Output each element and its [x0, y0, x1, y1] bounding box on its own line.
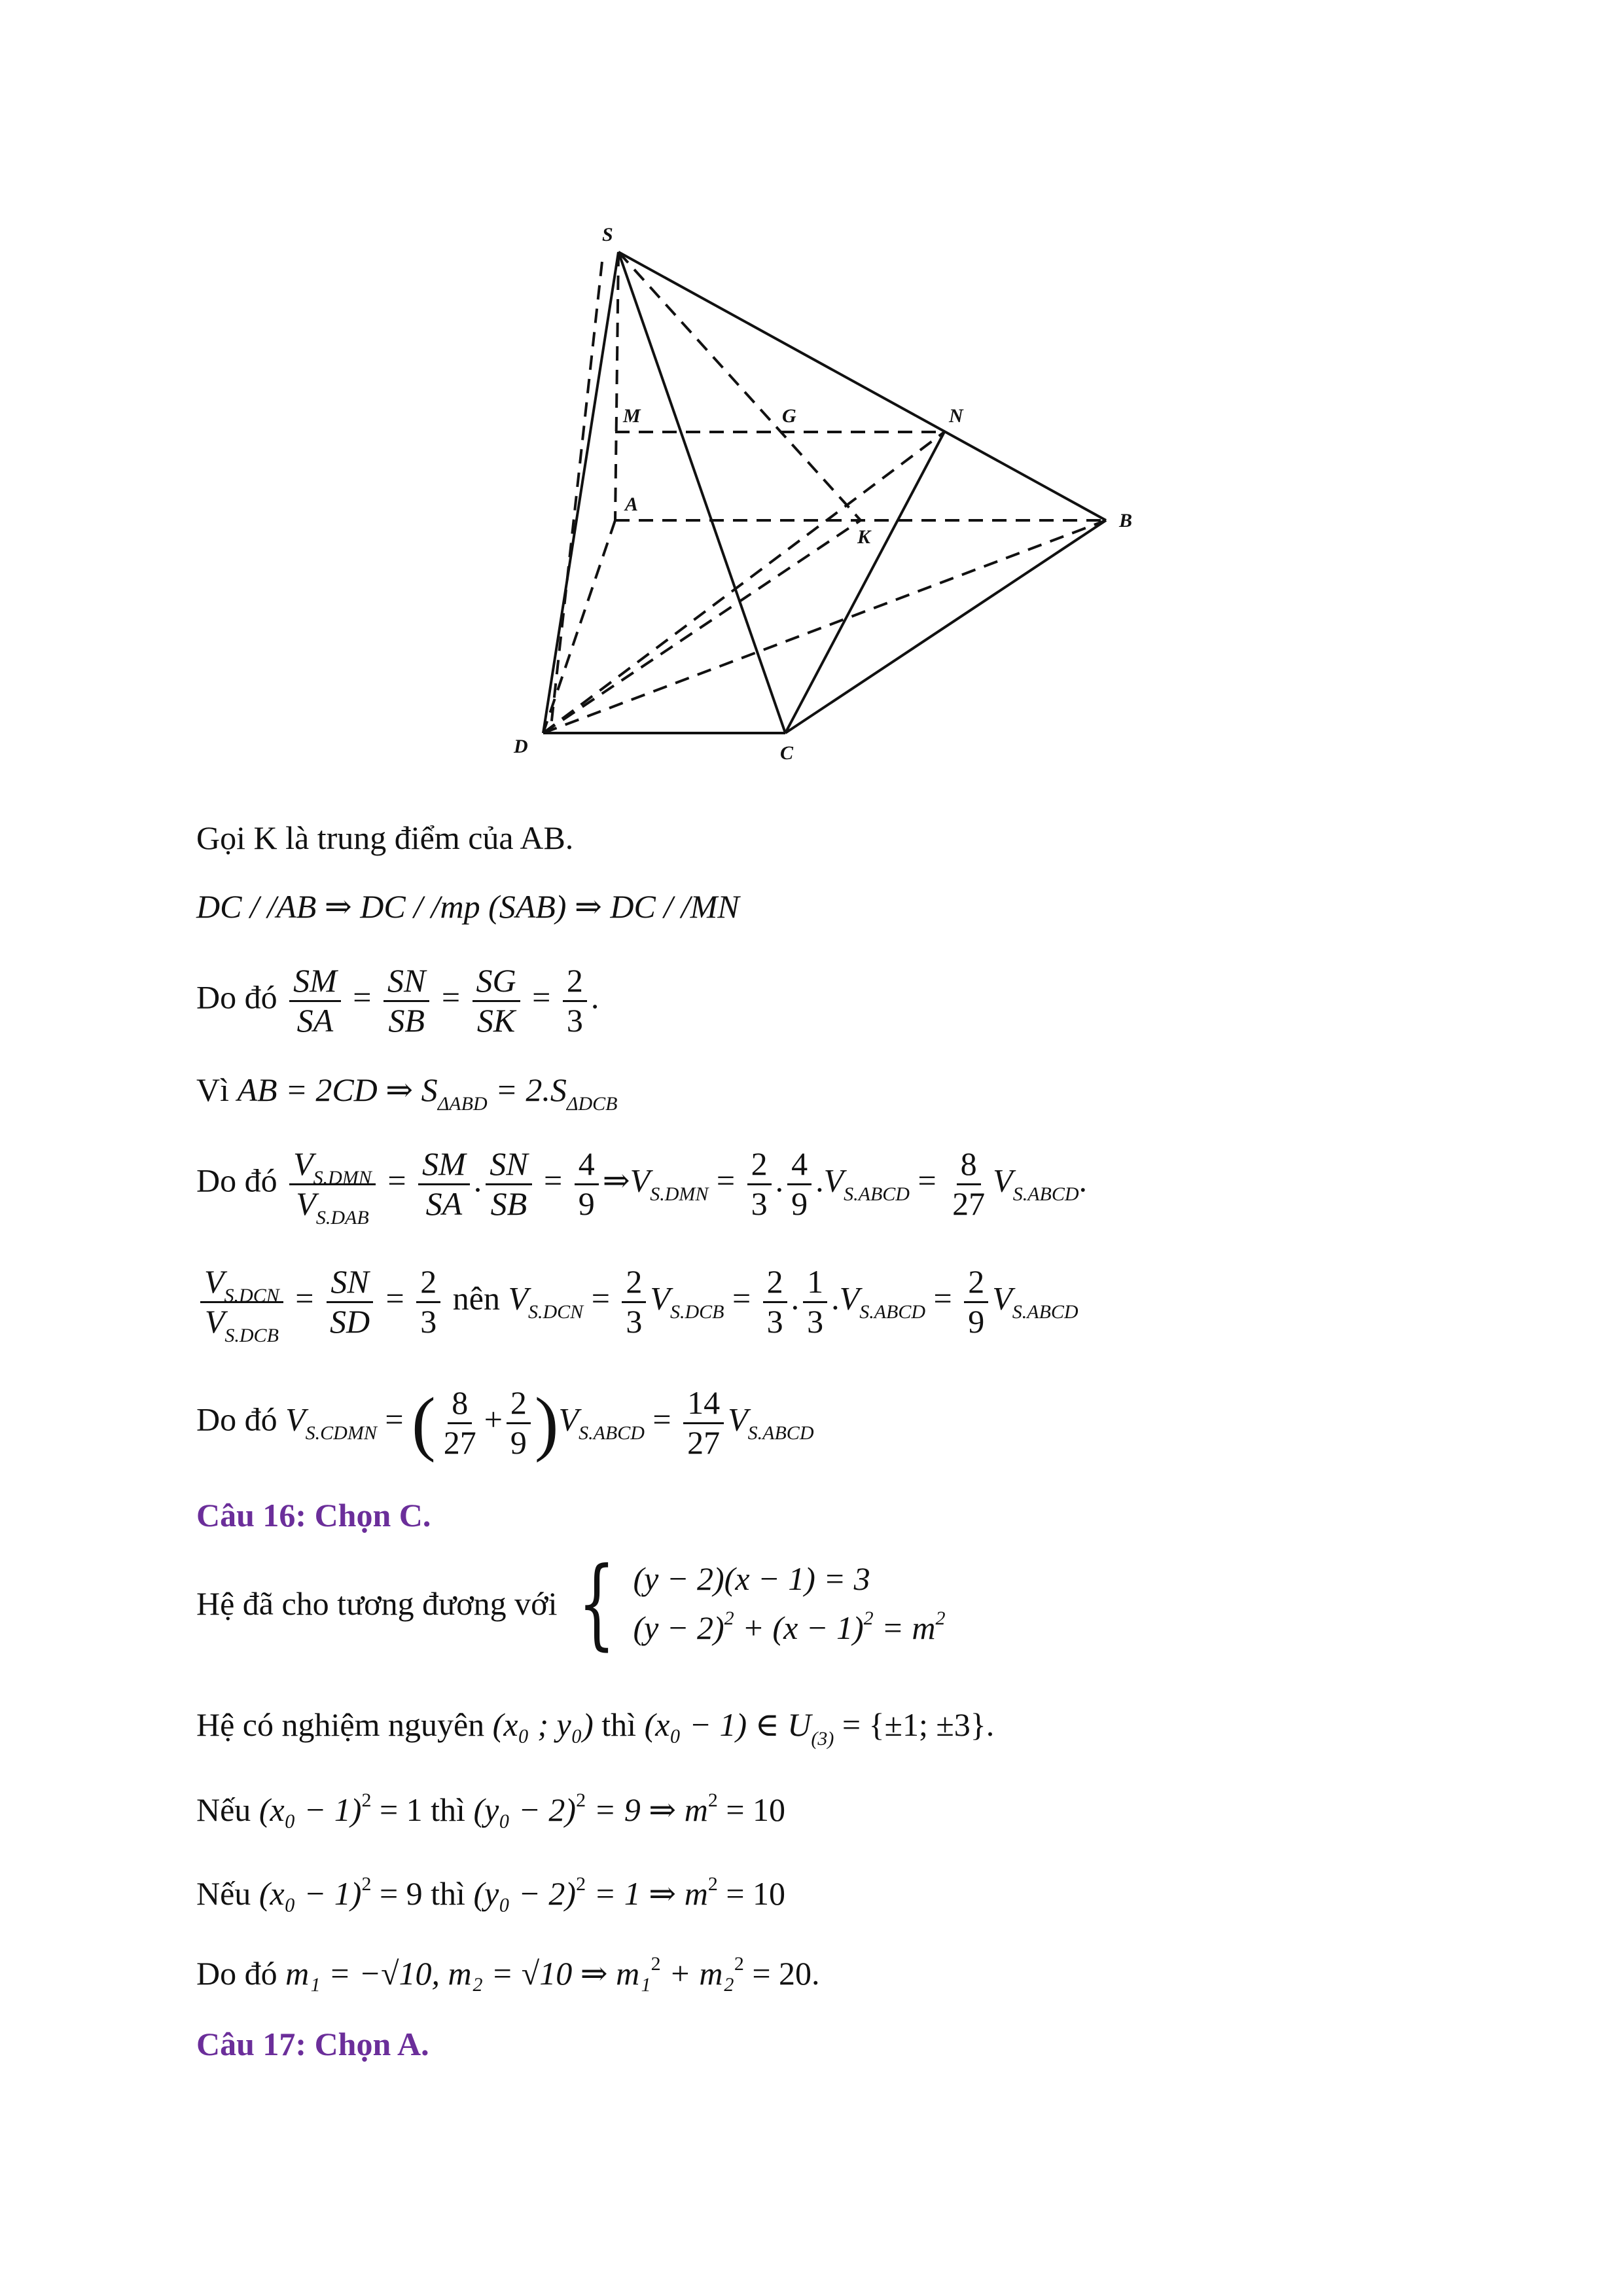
label-N: N [949, 405, 963, 427]
frac-sn-sb: $\frac{SN}{SB}$ [383, 962, 429, 1039]
label-K: K [857, 526, 871, 548]
parallel-equation: DC / /AB ⇒ DC / /mp (SAB) ⇒ DC / /MN [196, 888, 740, 925]
edge-SC [618, 252, 785, 733]
equation-system: { (y − 2)(x − 1) = 3 $(y - 2)^2 + (x - 1)^2 = m^2$ [578, 1547, 946, 1660]
edge-CN [785, 432, 944, 733]
edge-DK [543, 520, 861, 733]
label-A: A [625, 493, 639, 515]
area-equation: Vì AB = 2CD ⇒ $S_{\Delta ABD} = 2.S_{\Delta DCB}$ [196, 1071, 618, 1115]
question-16-heading: Câu 16: Chọn C. [196, 1497, 431, 1534]
pyramid-figure [0, 0, 1623, 785]
label-M: M [623, 405, 641, 427]
edge-SK [618, 252, 861, 520]
edge-SA [615, 252, 618, 520]
case-2-line: Nếu $(x_0 - 1)^2 = 9$ thì $(y_0 - 2)^2 = 1$ ⇒ $m^2 = 10$ [196, 1873, 786, 1912]
volume-dcn-equation: $\frac{V_{S.DCN}}{V_{S.DCB}}$ = $\frac{SN}{SD}$ = $\frac{2}{3}$ nên $V_{S.DCN}$ = $\frac{2}{3}$ $V_{S.DCB}$ = $\frac{2}{3}$ . $\frac{1}{3}$ $.V_{S.ABCD}$ = $\frac{2}{9}$ $V_{S.ABCD}$ [196, 1263, 1079, 1340]
label-B: B [1119, 510, 1133, 531]
case-1-line: Nếu $(x_0 - 1)^2 = 1$ thì $(y_0 - 2)^2 = 9$ ⇒ $m^2 = 10$ [196, 1789, 786, 1828]
edge-SB [618, 252, 1106, 520]
volume-cdmn-equation: Do đó $V_{S.CDMN}$ = ( $\frac{8}{27}$ + $\frac{2}{9}$ )$V_{S.ABCD}$ = $\frac{14}{27}$ $V_{S.ABCD}$ [196, 1383, 814, 1463]
edge-SD-inner [551, 262, 602, 726]
edge-DB [543, 520, 1106, 733]
integer-solution-line: Hệ có nghiệm nguyên (x₀ ; y₀) thì (x₀ − 1) ∈ $U_{(3)} = \{\pm 1$; ±3}. [196, 1706, 995, 1749]
final-result-line: Do đó m₁ = −√10, m₂ = √10 ⇒ m₁$^2$ + m₂$^2$ = 20. [196, 1953, 820, 1992]
system-line: Hệ đã cho tương đương với { (y − 2)(x − 1) = 3 $(y - 2)^2 + (x - 1)^2 = m^2$ [196, 1547, 946, 1660]
label-S: S [602, 224, 613, 245]
intro-line: Gọi K là trung điểm của AB. [196, 819, 574, 856]
label-G: G [782, 405, 796, 427]
edge-SD [543, 252, 618, 733]
label-C: C [780, 742, 794, 764]
label-D: D [514, 736, 528, 757]
volume-dmn-equation: Do đó $\frac{V_{S.DMN}}{V_{S.DAB}}$ = $\frac{SM}{SA}$ . $\frac{SN}{SB}$ = $\frac{4}{9}$ $\Rightarrow V_{S.DMN}$ = $\frac{2}{3}$ . $\frac{4}{9}$ $.V_{S.ABCD}$ = $\frac{8}{27}$ $V_{S.ABCD}$. [196, 1145, 1088, 1229]
edge-CB [785, 520, 1106, 733]
ratio-equation: Do đó $\frac{SM}{SA}$ = $\frac{SN}{SB}$ = $\frac{SG}{SK}$ = $\frac{2}{3}$ . [196, 962, 599, 1039]
frac-sm-sa: $\frac{SM}{SA}$ [289, 962, 341, 1039]
frac-sg-sk: $\frac{SG}{SK}$ [473, 962, 520, 1039]
frac-2-3: $\frac{2}{3}$ [563, 962, 587, 1039]
edge-DN [543, 432, 944, 733]
question-17-heading: Câu 17: Chọn A. [196, 2026, 429, 2062]
edge-AD [543, 520, 615, 733]
